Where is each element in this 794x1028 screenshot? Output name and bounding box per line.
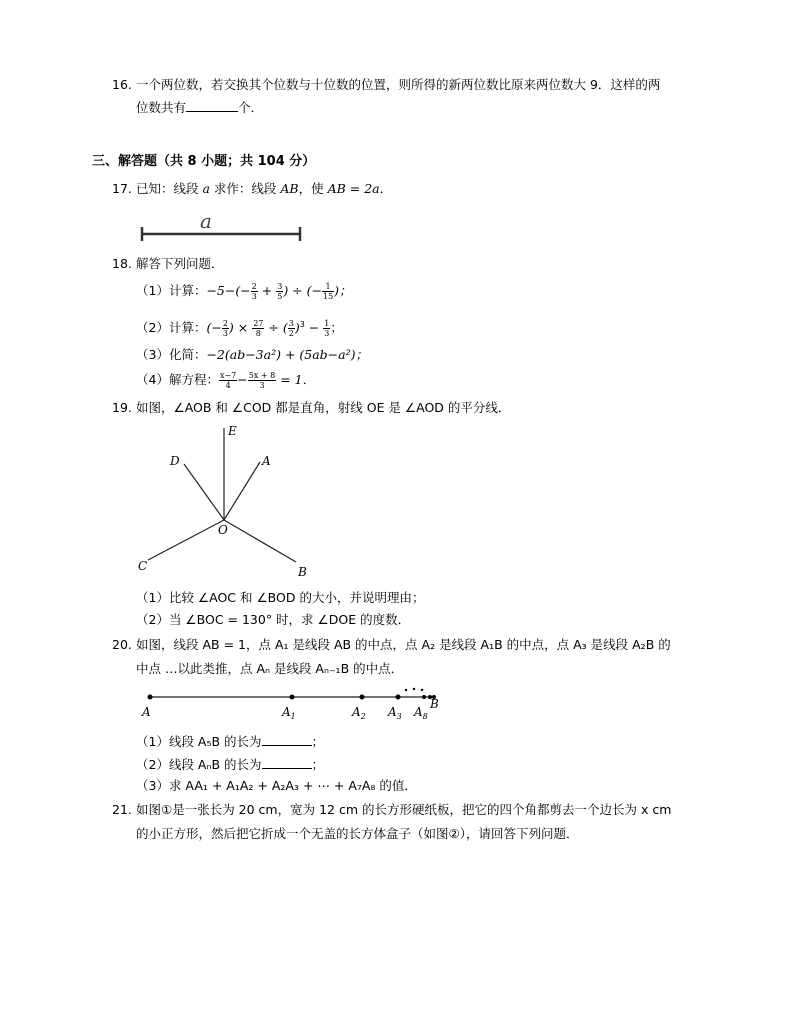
q18-part3 xyxy=(136,346,368,364)
q17-number: 17. xyxy=(112,181,132,196)
label-B: B xyxy=(298,565,307,579)
q18-p2-expr-e: − xyxy=(304,320,324,336)
label-A: A xyxy=(142,705,151,719)
ellipsis-dot xyxy=(421,689,423,691)
q18-p2-expr-b: ) × xyxy=(228,320,253,336)
q16-text-pre: 位数共有 xyxy=(136,100,187,115)
q18-p3-label: （3）化简： xyxy=(136,347,207,362)
label-O: O xyxy=(218,523,228,537)
q18-p2-exponent: 3 xyxy=(299,320,305,329)
q18-p2-expr-d: ) xyxy=(294,320,300,336)
label-A3-letter: A xyxy=(388,705,397,719)
q18-title: 解答下列问题． xyxy=(136,256,224,271)
q16-line2 xyxy=(136,98,263,117)
label-E: E xyxy=(228,424,237,438)
q20-p1-answer-blank[interactable] xyxy=(262,732,312,746)
point-A1 xyxy=(290,695,295,700)
label-A: A xyxy=(262,454,271,468)
q18-p2-expr-c: ÷ ( xyxy=(264,320,288,336)
q18-p1-expr-d: )； xyxy=(334,283,352,298)
q18-p1-frac1 xyxy=(251,282,258,301)
frac-den: 15 xyxy=(322,292,334,301)
q17-text-mid2: ，使 xyxy=(298,181,328,196)
label-A8-letter: A xyxy=(414,705,423,719)
frac-num: 27 xyxy=(253,319,264,329)
label-A2-subscript: 2 xyxy=(360,712,366,721)
q18-p2-frac1 xyxy=(222,319,229,338)
q19-text: 如图，∠AOB 和 ∠COD 都是直角，射线 OE 是 ∠AOD 的平分线． xyxy=(136,400,511,415)
q18-p4-frac1 xyxy=(219,371,237,390)
ellipsis-dot xyxy=(405,689,407,691)
q17-segment-figure xyxy=(136,206,308,242)
q20-number: 20. xyxy=(112,637,132,652)
segment-a-label: a xyxy=(200,209,212,233)
q20-line1 xyxy=(112,636,671,654)
frac-num: 5x + 8 xyxy=(248,371,276,380)
frac-den: 3 xyxy=(259,381,265,390)
q18-p1-expr-a: −5−(− xyxy=(206,283,251,298)
label-A1 xyxy=(281,705,296,721)
frac-den: 5 xyxy=(277,292,283,301)
q21-text-line1: 如图①是一张长为 20 cm，宽为 12 cm 的长方形硬纸板，把它的四个角都剪去一个边长为 x cm xyxy=(136,802,672,817)
frac-num: 2 xyxy=(222,319,228,329)
ellipsis-dot xyxy=(413,688,415,690)
q20-part2 xyxy=(136,755,324,774)
q21-line1 xyxy=(112,801,671,819)
frac-num: x−7 xyxy=(219,371,237,380)
frac-num: 1 xyxy=(324,319,330,329)
q18-p1-label: （1）计算： xyxy=(136,283,207,298)
frac-den: 8 xyxy=(255,329,261,339)
q18-p2-frac2 xyxy=(252,319,264,338)
q19-number: 19. xyxy=(112,400,132,415)
q20-p2-end: ； xyxy=(311,757,325,772)
frac-num: 1 xyxy=(322,282,334,292)
frac-den: 3 xyxy=(324,329,330,339)
section-3-title: 三、解答题（共 8 小题；共 104 分） xyxy=(92,154,316,169)
q18-part2 xyxy=(136,316,343,338)
q18-p1-expr-c: ) ÷ (− xyxy=(283,283,322,298)
q16-answer-blank[interactable] xyxy=(186,98,238,112)
ray-OD xyxy=(184,464,224,520)
q18-p2-frac3 xyxy=(288,319,295,338)
label-A1-subscript: 1 xyxy=(290,712,296,721)
q18-part1 xyxy=(136,282,352,301)
q20-line2: 中点 …以此类推，点 Aₙ 是线段 Aₙ₋₁B 的中点． xyxy=(136,661,404,676)
frac-num: 3 xyxy=(288,319,294,329)
frac-den: 3 xyxy=(251,292,257,301)
frac-den: 4 xyxy=(225,381,231,390)
q20-part3: （3）求 AA₁ + A₁A₂ + A₂A₃ + ⋯ + A₇A₈ 的值． xyxy=(136,778,417,793)
q17-text-mid: 求作：线段 xyxy=(209,181,281,196)
label-A3-subscript: 3 xyxy=(396,712,402,721)
q19-line xyxy=(112,399,510,417)
frac-den: 2 xyxy=(288,329,294,339)
q21-number: 21. xyxy=(112,802,132,817)
label-A1-letter: A xyxy=(282,705,291,719)
q18-p2-label: （2）计算： xyxy=(136,320,207,336)
q17-var-a: a xyxy=(202,181,210,196)
ray-OB xyxy=(224,520,296,562)
q18-p4-frac2 xyxy=(248,371,276,390)
q20-p1-text: （1）线段 A₅B 的长为 xyxy=(136,734,262,749)
q18-title-line xyxy=(112,255,224,273)
point-A8 xyxy=(422,695,426,699)
ray-OC xyxy=(148,520,224,560)
frac-den: 3 xyxy=(222,329,228,339)
q17-var-ab: AB xyxy=(280,181,299,196)
q16-number: 16. xyxy=(112,77,132,92)
q17-text-pre: 已知：线段 xyxy=(136,181,203,196)
q19-part1: （1）比较 ∠AOC 和 ∠BOD 的大小，并说明理由； xyxy=(136,590,425,605)
label-A2-letter: A xyxy=(352,705,361,719)
label-B: B xyxy=(430,697,439,711)
point-A3 xyxy=(396,695,401,700)
label-A3 xyxy=(387,705,402,721)
q16-text-post: 个． xyxy=(238,100,264,115)
q20-p1-end: ； xyxy=(311,734,325,749)
q18-p4-minus: − xyxy=(237,372,248,387)
frac-num: 3 xyxy=(277,282,283,291)
q20-part1 xyxy=(136,732,324,751)
q20-p2-answer-blank[interactable] xyxy=(262,755,312,769)
frac-num: 2 xyxy=(251,282,257,291)
point-A2 xyxy=(360,695,365,700)
ray-OA xyxy=(224,462,260,520)
q17-equation: AB = 2a xyxy=(327,181,380,196)
label-A8-subscript: 8 xyxy=(422,712,428,721)
label-C: C xyxy=(138,559,148,573)
q18-p1-frac3 xyxy=(322,282,334,301)
q20-segment-figure xyxy=(136,684,446,724)
q20-text-line1: 如图，线段 AB = 1，点 A₁ 是线段 AB 的中点，点 A₂ 是线段 A₁B 的中点，点 A₃ 是线段 A₂B 的 xyxy=(136,637,671,652)
q19-angle-figure xyxy=(132,420,322,585)
q18-p1-expr-b: + xyxy=(257,283,277,298)
point-A xyxy=(148,695,153,700)
q16-line1 xyxy=(112,76,660,94)
q18-number: 18. xyxy=(112,256,132,271)
q19-part2: （2）当 ∠BOC = 130° 时，求 ∠DOE 的度数． xyxy=(136,612,411,627)
q20-p2-text: （2）线段 AₙB 的长为 xyxy=(136,757,262,772)
q18-part4 xyxy=(136,371,315,390)
label-D: D xyxy=(170,454,180,468)
label-A8 xyxy=(413,705,428,721)
q18-p2-expr-a: (− xyxy=(206,320,222,336)
q21-line2: 的小正方形，然后把它折成一个无盖的长方体盒子（如图②），请回答下列问题． xyxy=(136,826,579,841)
q16-text: 一个两位数，若交换其个位数与十位数的位置，则所得的新两位数比原来两位数大 9．这样的两 xyxy=(136,77,661,92)
q18-p3-expr: −2(ab−3a²) + (5ab−a²)； xyxy=(206,347,368,362)
q17-text-end: ． xyxy=(379,181,393,196)
q18-p4-end: = 1． xyxy=(276,372,316,387)
q17-line xyxy=(112,180,392,198)
q18-p4-label: （4）解方程： xyxy=(136,372,219,387)
label-A2 xyxy=(351,705,366,721)
q18-p2-expr-f: ； xyxy=(330,320,343,336)
